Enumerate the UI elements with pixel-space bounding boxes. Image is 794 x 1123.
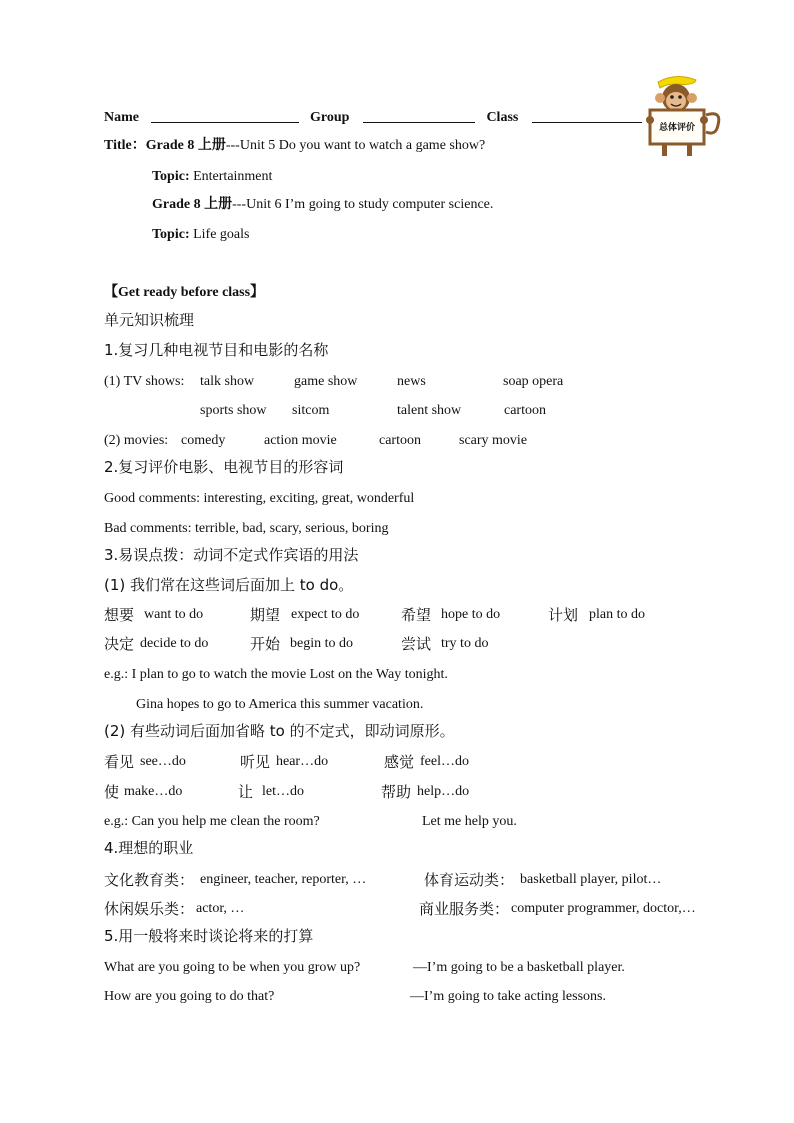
badge-text: 总体评价 [658,123,696,133]
list-item: talent show [397,403,462,418]
monkey-evaluation-badge-icon [636,70,726,160]
group-blank[interactable] [363,108,475,123]
list-item: game show [294,374,358,389]
career-list: engineer, teacher, reporter, … [200,872,367,887]
verb-cn: 想要 [104,606,135,624]
movies-label: (2) movies: [104,433,169,448]
dialog-answer: —I’m going to be a basketball player. [413,960,625,975]
career-list: actor, … [196,901,245,916]
topic-line-1 [152,168,272,186]
topic-value-1: Entertainment [193,169,273,184]
list-item: news [397,374,426,389]
list-item: cartoon [379,433,421,448]
list-item: action movie [264,433,337,448]
verb-en: feel…do [420,754,469,769]
part3-sub1: (1) 我们常在这些词后面加上 to do。 [104,576,354,594]
career-category-label: 休闲娱乐类： [104,900,195,918]
list-item: sitcom [292,403,330,418]
part1-heading: 1.复习几种电视节目和电影的名称 [104,341,329,359]
dialog-question: How are you going to do that? [104,989,275,1004]
list-item: talk show [200,374,255,389]
part4-heading: 4.理想的职业 [104,839,194,857]
verb-cn: 尝试 [401,635,432,653]
verb-en: begin to do [290,636,353,651]
topic-line-2 [152,226,249,244]
verb-cn: 听见 [240,753,271,771]
verb-cn: 使 [104,783,120,801]
verb-cn: 感觉 [384,753,415,771]
topic-label-2: Topic: [152,227,190,242]
career-category-label: 文化教育类： [104,871,195,889]
example-3a: e.g.: Can you help me clean the room? [104,814,320,829]
title-unit-1: ---Unit 5 Do you want to watch a game show? [225,138,486,153]
verb-en: help…do [417,784,470,799]
dialog-question: What are you going to be when you grow up? [104,960,361,975]
verb-en: decide to do [140,636,209,651]
verb-en: make…do [124,784,183,799]
bad-comments: Bad comments: terrible, bad, scary, serious, boring [104,521,389,536]
part2-heading: 2.复习评价电影、电视节目的形容词 [104,458,344,476]
class-label: Class [486,110,519,125]
verb-en: let…do [262,784,304,799]
name-blank[interactable] [151,108,299,123]
dialog-answer: —I’m going to take acting lessons. [410,989,606,1004]
part3-heading: 3.易误点拨：动词不定式作宾语的用法 [104,546,359,564]
part3-sub2: (2) 有些动词后面加省略 to 的不定式，即动词原形。 [104,722,455,740]
list-item: sports show [200,403,267,418]
verb-en: expect to do [291,607,360,622]
title-grade-1: Grade 8 上册 [145,138,226,153]
title-unit-2: ---Unit 6 I’m going to study computer science. [232,197,494,212]
verb-cn: 计划 [548,606,579,624]
list-item: scary movie [459,433,528,448]
verb-en: plan to do [589,607,645,622]
title-label: Title： [104,138,146,153]
title-line-1 [104,137,485,155]
verb-cn: 让 [238,783,254,801]
career-category-label: 商业服务类： [419,900,510,918]
section-heading: 【Get ready before class】 [104,285,265,300]
verb-en: see…do [140,754,186,769]
topic-label-1: Topic: [152,169,190,184]
list-item: soap opera [503,374,564,389]
list-item: comedy [181,433,226,448]
tv-shows-label: (1) TV shows: [104,374,185,389]
verb-en: hope to do [441,607,501,622]
section-subheading: 单元知识梳理 [104,311,195,329]
verb-cn: 帮助 [381,783,412,801]
name-label: Name [104,110,139,125]
verb-en: try to do [441,636,489,651]
career-list: computer programmer, doctor,… [511,901,696,916]
verb-en: hear…do [276,754,329,769]
example-2: Gina hopes to go to America this summer vacation. [136,697,424,712]
career-list: basketball player, pilot… [520,872,662,887]
part5-heading: 5.用一般将来时谈论将来的打算 [104,927,314,945]
verb-cn: 希望 [401,606,432,624]
example-3b: Let me help you. [422,814,517,829]
verb-cn: 决定 [104,635,135,653]
title-grade-2: Grade 8 上册 [152,197,233,212]
verb-cn: 看见 [104,753,135,771]
list-item: cartoon [504,403,546,418]
verb-cn: 开始 [250,635,281,653]
verb-en: want to do [144,607,204,622]
group-label: Group [310,110,350,125]
good-comments: Good comments: interesting, exciting, great, wonderful [104,491,415,506]
example-1: e.g.: I plan to go to watch the movie Lost on the Way tonight. [104,667,448,682]
verb-cn: 期望 [250,606,281,624]
title-line-2 [152,196,493,214]
name-field-row [104,108,642,127]
class-blank[interactable] [532,108,642,123]
topic-value-2: Life goals [193,227,250,242]
career-category-label: 体育运动类： [424,871,515,889]
